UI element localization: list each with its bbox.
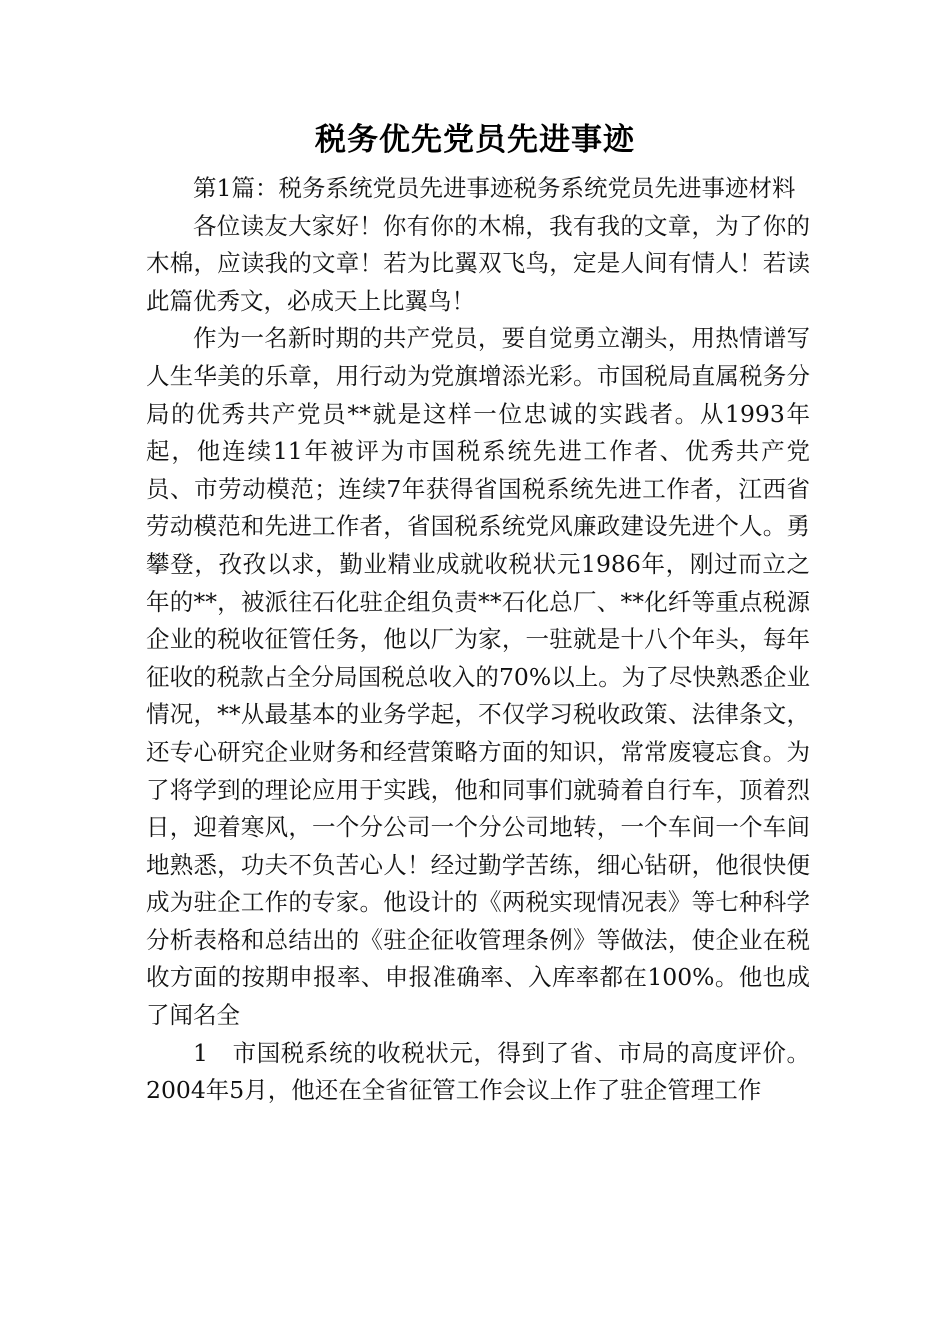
paragraph-heading: 第1篇：税务系统党员先进事迹税务系统党员先进事迹材料	[193, 174, 796, 202]
paragraph-continuation: 1 市国税系统的收税状元，得到了省、市局的高度评价。2004年5月，他还在全省征管工作会议上作了驻企管理工作	[146, 1038, 810, 1105]
document-body	[146, 170, 810, 1110]
paragraph-greeting: 各位读友大家好！你有你的木棉，我有我的文章，为了你的木棉，应读我的文章！若为比翼双飞鸟，定是人间有情人！若读此篇优秀文，必成天上比翼鸟！	[146, 211, 810, 315]
paragraph-main: 作为一名新时期的共产党员，要自觉勇立潮头，用热情谱写人生华美的乐章，用行动为党旗增添光彩。市国税局直属税务分局的优秀共产党员**就是这样一位忠诚的实践者。从1993年起，他连续11年被评为市国税系统先进工作者、优秀共产党员、市劳动模范；连续7年获得省国税系统先进工作者，江西省劳动模范和先进工作者，省国税系统党风廉政建设先进个人。勇攀登，孜孜以求，勤业精业成就收税状元1986年，刚过而立之年的**，被派往石化驻企组负责**石化总厂、**化纤等重点税源企业的税收征管任务，他以厂为家，一驻就是十八个年头，每年征收的税款占全分局国税总收入的70%以上。为了尽快熟悉企业情况，**从最基本的业务学起，不仅学习税收政策、法律条文，还专心研究企业财务和经营策略方面的知识，常常废寝忘食。为了将学到的理论应用于实践，他和同事们就骑着自行车，顶着烈日，迎着寒风，一个分公司一个分公司地转，一个车间一个车间地熟悉，功夫不负苦心人！经过勤学苦练，细心钻研，他很快便成为驻企工作的专家。他设计的《两税实现情况表》等七种科学分析表格和总结出的《驻企征收管理条例》等做法，使企业在税收方面的按期申报率、申报准确率、入库率都在100%。他也成了闻名全	[146, 324, 810, 1030]
document-title: 税务优先党员先进事迹	[315, 122, 635, 158]
